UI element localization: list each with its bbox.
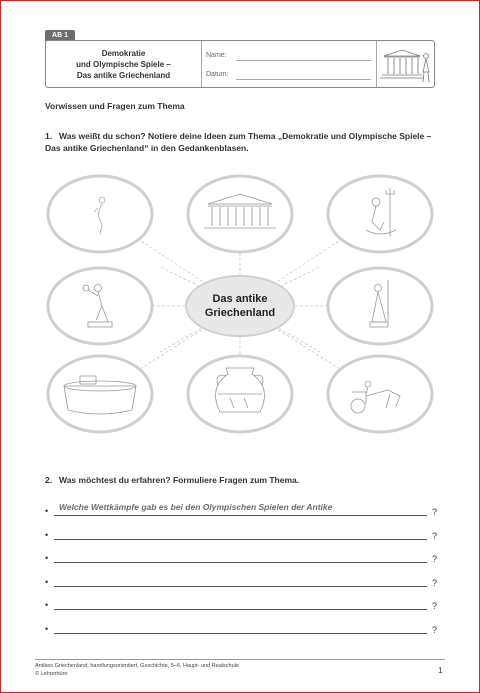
question-list bbox=[45, 500, 437, 642]
question-row[interactable] bbox=[45, 618, 437, 642]
thought-bubble[interactable] bbox=[328, 176, 432, 252]
answer-line bbox=[54, 562, 427, 563]
header-divider bbox=[376, 41, 377, 87]
thought-bubble[interactable] bbox=[188, 356, 292, 432]
question-row[interactable] bbox=[45, 500, 437, 524]
question-mark: ? bbox=[431, 624, 437, 635]
thought-bubble[interactable] bbox=[328, 356, 432, 432]
question-mark: ? bbox=[431, 530, 437, 541]
bullet: • bbox=[45, 506, 49, 516]
temple-statue-icon bbox=[378, 42, 432, 86]
date-line bbox=[236, 79, 371, 80]
thought-bubble[interactable] bbox=[188, 176, 292, 252]
thought-bubble[interactable] bbox=[48, 268, 152, 344]
center-label-line: Griechenland bbox=[204, 307, 276, 319]
thought-bubble[interactable] bbox=[48, 176, 152, 252]
task-text: Was weißt du schon? Notiere deine Ideen zum Thema „Demokratie und Olympische Spiele – Das antike Griechenland“ in den Gedankenblasen. bbox=[45, 131, 432, 153]
question-row[interactable] bbox=[45, 524, 437, 548]
answer-line bbox=[54, 609, 427, 610]
date-label: Datum: bbox=[206, 71, 229, 78]
name-line bbox=[236, 60, 371, 61]
bullet: • bbox=[45, 553, 49, 564]
worksheet-title bbox=[46, 41, 201, 87]
footer-divider bbox=[35, 659, 445, 660]
bullet: • bbox=[45, 529, 49, 540]
title-line: Das antike Griechenland bbox=[76, 70, 171, 80]
header-divider bbox=[201, 41, 202, 87]
date-field[interactable] bbox=[206, 71, 371, 81]
section-heading: Vorwissen und Fragen zum Thema bbox=[45, 101, 185, 111]
answer-line bbox=[54, 515, 427, 516]
bullet: • bbox=[45, 623, 49, 634]
name-label: Name: bbox=[206, 52, 227, 59]
question-mark: ? bbox=[431, 577, 437, 588]
question-mark: ? bbox=[431, 554, 437, 565]
question-row[interactable] bbox=[45, 594, 437, 618]
question-row[interactable] bbox=[45, 547, 437, 571]
task-text: Was möchtest du erfahren? Formuliere Fragen zum Thema. bbox=[59, 475, 300, 485]
answer-line bbox=[54, 586, 427, 587]
footer-copyright: © Lehrerbüro bbox=[35, 671, 68, 677]
page-number: 1 bbox=[438, 666, 443, 675]
thought-bubble[interactable] bbox=[328, 268, 432, 344]
task-2 bbox=[45, 474, 435, 486]
thought-bubble[interactable] bbox=[48, 356, 152, 432]
question-mark: ? bbox=[431, 507, 437, 517]
title-line: Demokratie bbox=[101, 48, 146, 58]
task-number: 1. bbox=[45, 131, 53, 141]
task-number: 2. bbox=[45, 475, 53, 485]
bullet: • bbox=[45, 576, 49, 587]
center-bubble bbox=[186, 276, 294, 336]
title-line: und Olympische Spiele – bbox=[76, 59, 171, 69]
bullet: • bbox=[45, 600, 49, 611]
answer-line bbox=[54, 539, 427, 540]
example-question: Welche Wettkämpfe gab es bei den Olympischen Spielen der Antike bbox=[59, 502, 333, 512]
task-1 bbox=[45, 130, 435, 154]
answer-line bbox=[54, 633, 427, 634]
question-mark: ? bbox=[431, 601, 437, 612]
name-field[interactable] bbox=[206, 52, 371, 62]
question-row[interactable] bbox=[45, 571, 437, 595]
worksheet-tag: AB 1 bbox=[45, 30, 75, 41]
mind-map bbox=[40, 172, 440, 464]
center-label-line: Das antike bbox=[212, 293, 268, 305]
footer bbox=[35, 662, 239, 678]
footer-source: Antikes Griechenland, handlungsorientiert, Geschichte, 5–6, Haupt- und Realschule bbox=[35, 663, 239, 669]
worksheet-header bbox=[45, 40, 435, 88]
